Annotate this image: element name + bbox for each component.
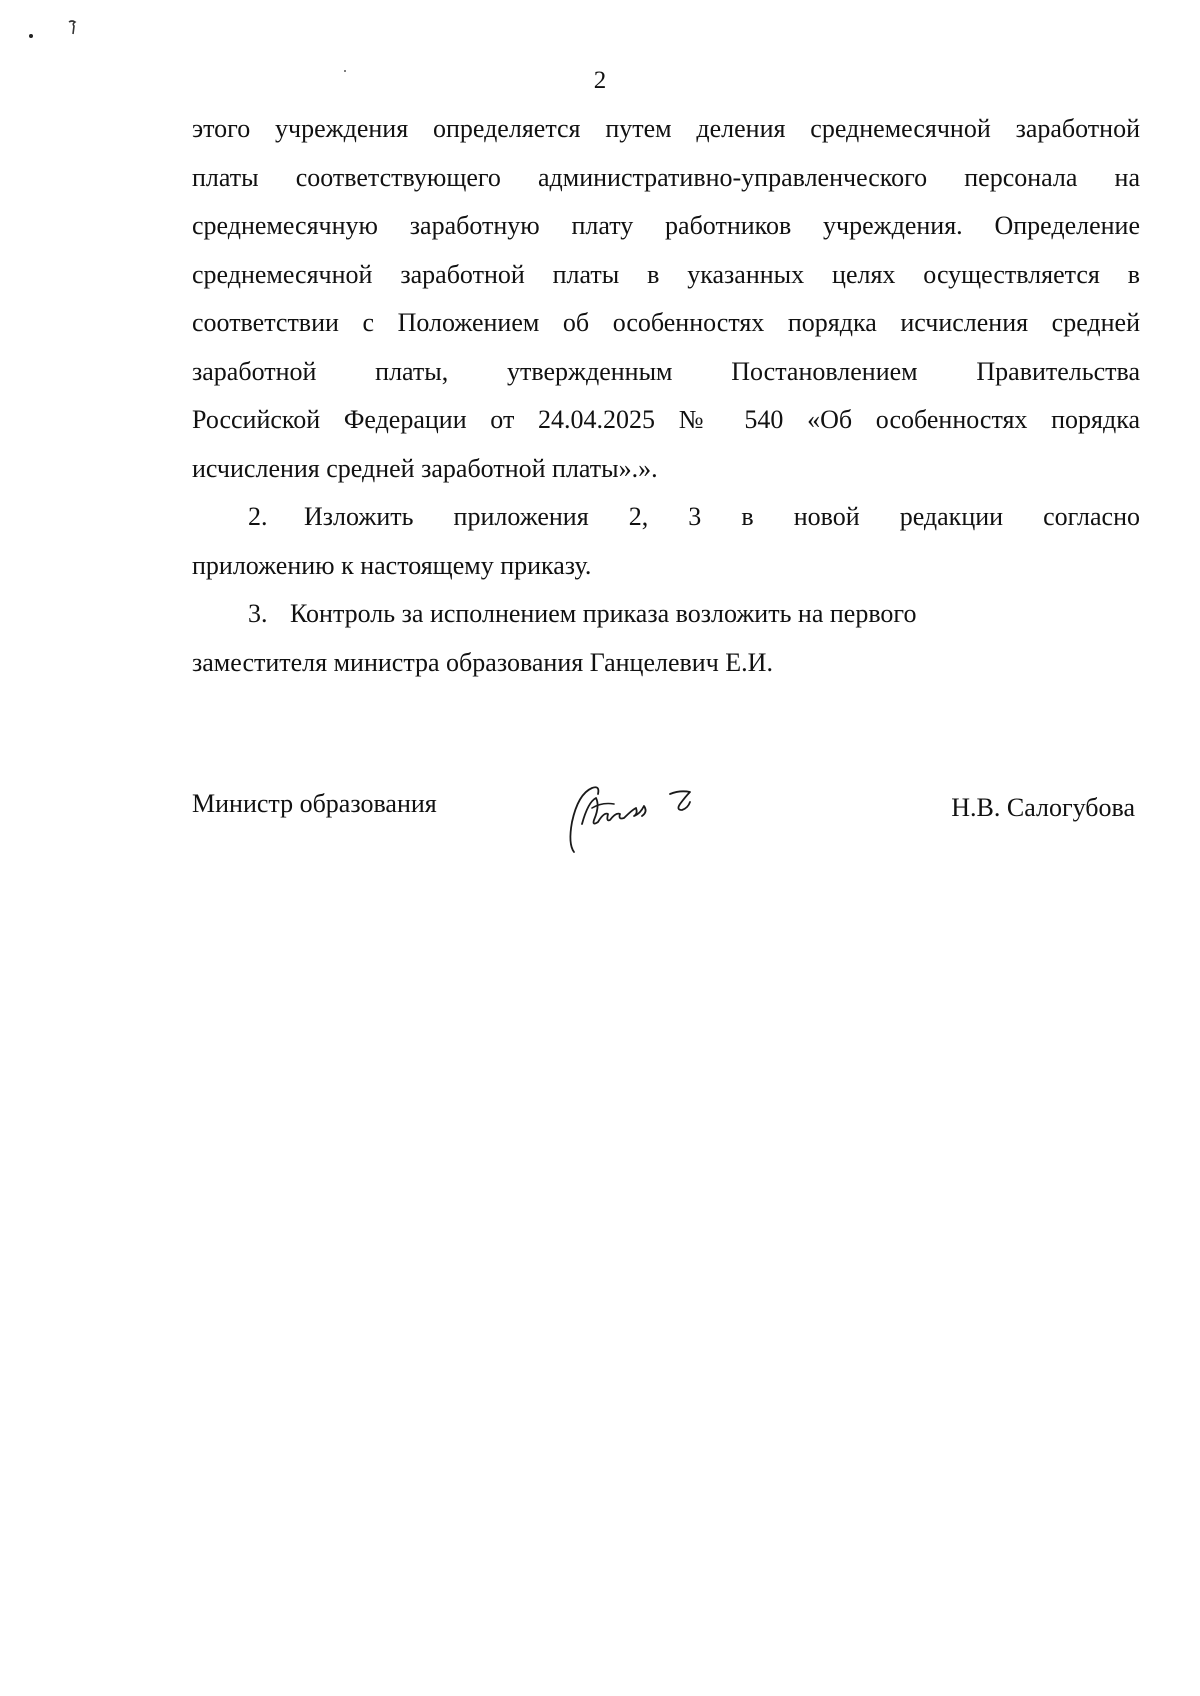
position-title: Министр образования	[192, 789, 437, 818]
item-text-continuation: заместителя министра образования Ганцелевич Е.И.	[192, 647, 773, 677]
scan-speck	[344, 70, 346, 72]
item-number: 2.	[248, 502, 268, 531]
text-line: платы соответствующего административно-управленческого персонала на	[192, 162, 1140, 192]
text-line: этого учреждения определяется путем деления среднемесячной заработной	[192, 114, 1140, 143]
document-body	[192, 105, 1140, 687]
item-text-continuation: приложению к настоящему приказу.	[192, 550, 592, 580]
item-text-first-line: Изложить приложения 2, 3 в новой редакции согласно	[304, 502, 1140, 531]
text-line: среднемесячную заработную плату работников учреждения. Определение	[192, 211, 1140, 240]
scan-artifact-marks	[26, 16, 86, 46]
list-item-2	[192, 493, 1140, 590]
text-line: Российской Федерации от 24.04.2025 № 540 «Об особенностях порядка	[192, 405, 1140, 434]
signature-block	[192, 778, 1140, 858]
item-number: 3.	[248, 599, 268, 628]
text-line: заработной платы, утвержденным Постановлением Правительства	[192, 356, 1140, 386]
list-item-3	[192, 590, 1140, 687]
text-line: соответствии с Положением об особенностях порядка исчисления средней	[192, 308, 1140, 337]
handwritten-signature	[552, 772, 712, 862]
item-text-first-line: Контроль за исполнением приказа возложить на первого	[290, 599, 917, 628]
signatory-name: Н.В. Салогубова	[951, 793, 1135, 822]
page-number: 2	[593, 67, 607, 94]
text-line: исчисления средней заработной платы».».	[192, 453, 658, 483]
paragraph-continuation	[192, 105, 1140, 493]
text-line: среднемесячной заработной платы в указанных целях осуществляется в	[192, 259, 1140, 289]
